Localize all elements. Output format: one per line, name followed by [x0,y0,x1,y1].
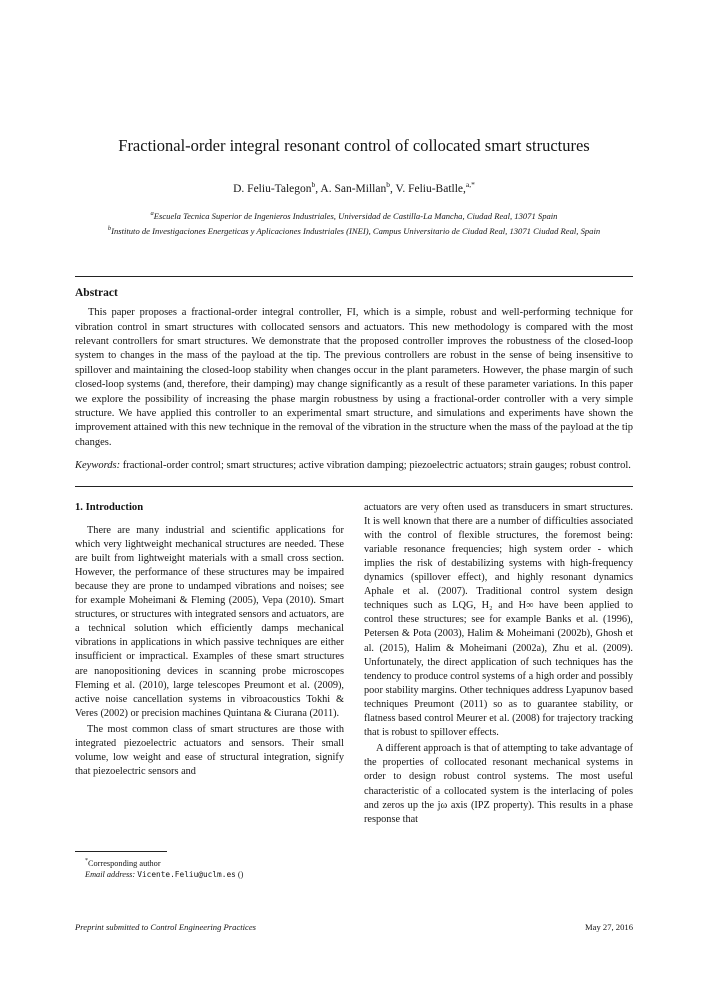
footnote-email [75,870,344,881]
abstract-bottom-rule [75,486,633,487]
affiliation-text: Instituto de Investigaciones Energeticas y Aplicaciones Industriales (INEI), Campus Universitario de Ciudad Real, 13071 Ciudad Real, Spain [111,225,601,236]
email-address: Vicente.Feliu@uclm.es [137,869,236,879]
left-column [75,501,344,881]
author [233,180,321,196]
right-column [364,501,633,881]
section-heading-introduction: 1. Introduction [75,501,144,513]
author [320,180,396,196]
abstract-section [75,287,633,473]
paper-title: Fractional-order integral resonant control of collocated smart structures [118,136,590,155]
abstract-top-rule [75,276,633,277]
keywords-line [75,459,633,473]
affiliation [75,208,633,222]
email-suffix: () [235,869,244,879]
footer-date: May 27, 2016 [585,922,633,932]
keywords-label: Keywords: [75,460,121,472]
author-line [75,181,633,196]
author-affiliation-mark: b [386,180,390,190]
footnote-rule [75,851,167,852]
affiliation [75,223,633,237]
footnote-corresponding-text: Corresponding author [88,859,161,869]
corresponding-author-footnote [75,847,344,880]
footnote-star: * [85,858,88,865]
author-separator: , [315,183,321,196]
intro-paragraph: actuators are very often used as transducers in smart structures. It is well known that there are a number of difficulties associated with the control of flexible structures, the foremost being: variable resonance frequencies; high system order - which implies the risk of destabilizing systems with high-frequency dynamics (spillover effect), and highly resonant dynamics Aphale et al. (2007). Traditional control system design techniques such as LQG, H₂ and H∞ have been applied to control these structures; see for example Banks et al. (1996), Petersen & Pota (2003), Halim & Moheimani (2002b), Ghosh et al. (2015), Halim & Moheimani (2002a), Zhu et al. (2009). Unfortunately, the direct application of such techniques has the tendency to produce control systems of a high order and possibly poor stability margins. Other techniques address Lyapunov based techniques Preumont (2011) so as to guarantee stability, or flatness based control Meurer et al. (2008) for trajectory tracking that is robust to spillover effects. [364,501,633,739]
page-content [75,0,633,881]
affiliations [75,208,633,237]
author-separator: , [389,183,396,196]
intro-paragraph: There are many industrial and scientific applications for which very lightweight mechanical structures are needed. These are built from lightweight materials with a small cross section. However, the performance of these structures may be impaired because they are prone to undamped vibrations and noises; see for example Moheimani & Fleming (2005), Vepa (2010). Smart structures, or structures with integrated sensors and actuators, are a technical solution which efficiently damps mechanical vibrations in applications in which passive techniques are either insufficient or impractical. Examples of these smart structures are nanopositioning devices in scanning probe microscopes Fleming et al. (2010), large telescopes Preumont et al. (2009), active noise cancellation systems in vibroacoustics Tokhi & Veres (2002) or precision machines Quintana & Ciurana (2011). [75,524,344,719]
affiliation-mark: a [150,210,154,218]
author [395,180,475,196]
abstract-heading: Abstract [75,287,118,300]
affiliation-mark: b [107,224,112,232]
footnote-corresponding [75,856,344,870]
author-name: A. San-Millan [320,183,387,196]
author-affiliation-mark: b [311,180,316,190]
footer-preprint-note: Preprint submitted to Control Engineering Practices [75,922,257,932]
two-column-body [75,501,633,881]
author-name: V. Feliu-Batlle, [395,183,466,196]
intro-paragraph: The most common class of smart structures are those with integrated piezoelectric actuators and sensors. Their small volume, low weight and ease of structural integration, signify that piezoelectric sensors and [75,723,344,778]
author-affiliation-mark: a,* [465,180,475,190]
intro-paragraph: A different approach is that of attempting to take advantage of the properties of collocated resonant mechanical systems in order to design robust control systems. The most useful characteristic of a collocated system is the interlacing of poles and zeros up the jω axis (IPZ property). This results in a phase response that [364,743,633,825]
abstract-text: This paper proposes a fractional-order integral controller, FI, which is a simple, robust and well-performing technique for vibration control in smart structures with collocated sensors and actuators. This new methodology is compared with the most relevant controllers for smart structures. We demonstrate that the proposed controller improves the robustness of the closed-loop system to changes in the mass of the payload at the tip. The previous controllers are robust in the sense of being insensitive to spillover and maintaining the closed-loop stability when changes occur in the plant parameters. However, the phase margin of such closed-loop systems (and, therefore, their damping) may change significantly as a result of these parameter variations. In this paper we explore the possibility of increasing the phase margin robustness by using a fractional-order controller with a very simple structure. We have applied this controller to an experimental smart structure, and simulations and experiments have shown the improvement attained with this new technique in the removal of the vibration in the structure when the mass of the payload at the tip changes. [75,307,633,448]
page-footer [75,922,633,932]
affiliation-text: Escuela Tecnica Superior de Ingenieros Industriales, Universidad de Castilla-La Mancha, Ciudad Real, 13071 Spain [153,211,558,222]
email-label: Email address: [85,869,136,879]
author-name: D. Feliu-Talegon [233,183,312,196]
keywords-text: fractional-order control; smart structures; active vibration damping; piezoelectric actuators; strain gauges; robust control. [122,460,631,472]
